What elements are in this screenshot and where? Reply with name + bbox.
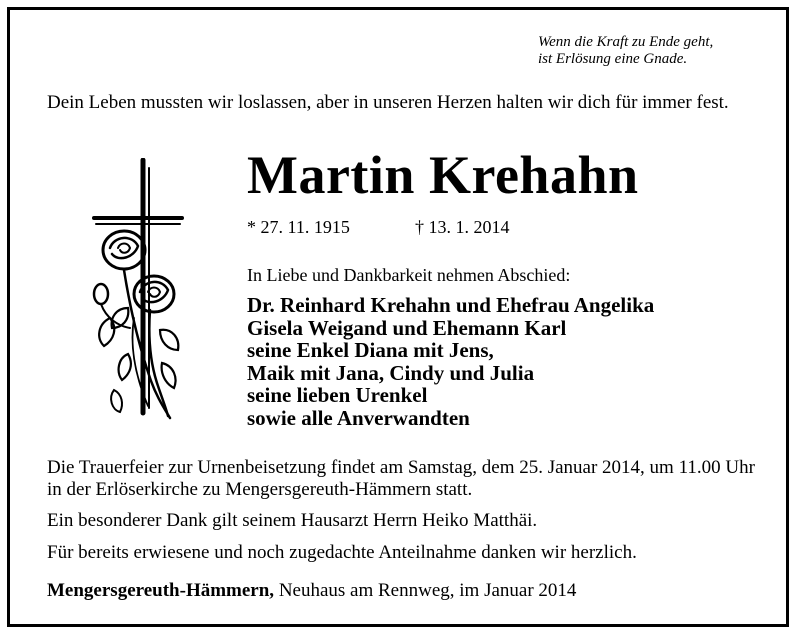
mourner-line: seine Enkel Diana mit Jens, [247, 338, 494, 363]
deceased-name: Martin Krehahn [247, 145, 639, 205]
motto-line-1: Wenn die Kraft zu Ende geht, [538, 34, 714, 50]
thanks-all: Für bereits erwiesene und noch zugedachte Anteilnahme danken wir herzlich. [47, 542, 637, 563]
funeral-info: Die Trauerfeier zur Urnenbeisetzung findet am Samstag, dem 25. Januar 2014, um 11.00 Uhr in der Erlöserkirche zu Mengersgereuth-Hämmern statt. [47, 457, 755, 500]
motto [538, 34, 758, 68]
thanks-doctor: Ein besonderer Dank gilt seinem Hausarzt Herrn Heiko Matthäi. [47, 510, 538, 531]
mourner-line: Gisela Weigand und Ehemann Karl [247, 315, 567, 340]
mourner-line: Maik mit Jana, Cindy und Julia [247, 360, 535, 385]
birth-date: * 27. 11. 1915 [247, 217, 350, 237]
closing-place-rest: Neuhaus am Rennweg, im Januar 2014 [274, 580, 577, 601]
motto-line-2: ist Erlösung eine Gnade. [538, 51, 688, 67]
death-date: † 13. 1. 2014 [415, 217, 510, 237]
mourner-line: Dr. Reinhard Krehahn und Ehefrau Angelika [247, 293, 655, 317]
closing-place-bold: Mengersgereuth-Hämmern, [47, 580, 275, 601]
mourners-list [247, 294, 654, 430]
mourner-line: sowie alle Anverwandten [247, 405, 470, 430]
cross-with-roses-icon [88, 158, 188, 433]
mourners-intro: In Liebe und Dankbarkeit nehmen Abschied: [247, 265, 571, 285]
closing-line [47, 580, 576, 602]
opening-text: Dein Leben mussten wir loslassen, aber in unseren Herzen halten wir dich für immer fest. [47, 92, 729, 113]
mourner-line: seine lieben Urenkel [247, 383, 428, 408]
